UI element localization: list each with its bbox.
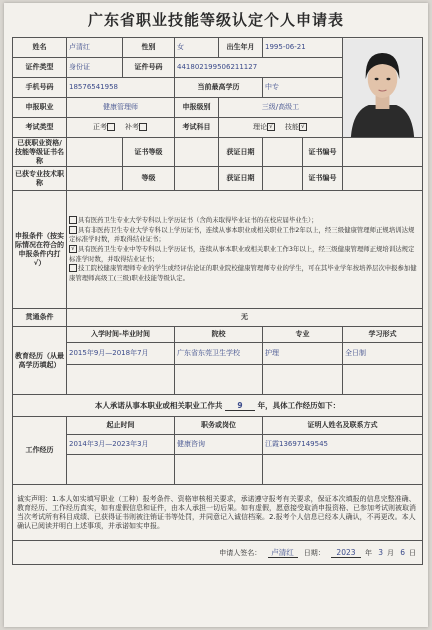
portrait-image: [343, 39, 422, 137]
subject-skill-label: 技能: [284, 123, 299, 132]
level-label: 申报级别: [175, 98, 219, 118]
title-no-value[interactable]: [343, 167, 423, 191]
condition-checkbox[interactable]: [69, 264, 77, 272]
birth-value[interactable]: 1995-06-21: [263, 38, 343, 58]
work-empty-cell[interactable]: [175, 455, 263, 485]
date-label: 日期：: [303, 548, 325, 557]
date-month-value[interactable]: 3: [378, 547, 383, 557]
edu-major-value[interactable]: 护理: [263, 343, 343, 365]
work-history-label: 工作经历: [13, 417, 67, 485]
cert-level-value[interactable]: [175, 138, 219, 167]
name-value[interactable]: 卢清红: [67, 38, 123, 58]
exam-subject-label: 考试科目: [175, 118, 219, 138]
exam-type-label: 考试类型: [13, 118, 67, 138]
cert-level-label: 证书等级: [123, 138, 175, 167]
edu-form-value[interactable]: 全日制: [343, 343, 423, 365]
cert-no-value[interactable]: [343, 138, 423, 167]
title-level-value[interactable]: [175, 167, 219, 191]
applicant-sign-label: 申请人签名：: [219, 548, 262, 557]
condition-item: 具有非医药卫生专业大学专科以上学历证书，连续从事本职业或相关职业工作2年以上，经三级健康管理师正规培训达规定标准学时数，并取得结业证书；: [69, 225, 415, 244]
conditions-label: 申报条件（按实际情况在符合的申报条件内打√）: [13, 191, 67, 309]
work-head-position: 职务或岗位: [175, 417, 263, 435]
exam-normal-checkbox[interactable]: [107, 123, 115, 131]
cert-qualification-value[interactable]: [67, 138, 123, 167]
work-head-time: 起止时间: [67, 417, 175, 435]
form-title: 广东省职业技能等级认定个人申请表: [87, 11, 344, 29]
condition-checkbox[interactable]: [69, 226, 77, 234]
cert-no-label: 证书编号: [303, 138, 343, 167]
phone-value[interactable]: 18576541958: [67, 78, 175, 98]
occupation-value[interactable]: 健康管理师: [67, 98, 175, 118]
work-time-value[interactable]: 2014年3月—2023年3月: [67, 435, 175, 455]
edu-empty-cell[interactable]: [175, 365, 263, 395]
exam-type-options: [67, 118, 175, 138]
exam-retake-label: 补考: [124, 123, 139, 132]
cert-date-label: 获证日期: [219, 138, 263, 167]
name-label: 姓名: [13, 38, 67, 58]
edu-empty-cell[interactable]: [67, 365, 175, 395]
education-value[interactable]: 中专: [263, 78, 343, 98]
exam-subject-options: [219, 118, 343, 138]
condition-checkbox[interactable]: √: [69, 245, 77, 253]
id-type-label: 证件类型: [13, 58, 67, 78]
education-label: 当前最高学历: [175, 78, 263, 98]
gender-value[interactable]: 女: [175, 38, 219, 58]
applicant-photo: [343, 39, 422, 137]
honesty-declaration: 诚实声明：1.本人如实填写职业（工种）报考条件、资格审核相关要求，承诺遵守报考有关要求，保证本次填报的信息完整准确、教育经历、工作经历真实，如有虚假信息和证件，由本人承担一切后果。如有虚假，愿意接受取消申报资格、已参加考试则被取消当次考试所有科目成绩、已获得证书则被注销证书等处罚，并同意记入诚信档案。2.报考个人信息已经本人确认，不再更改。本人确认已阅读并明白上述事项，并承诺如实申报。: [13, 485, 423, 541]
conditions-list: [67, 191, 423, 309]
work-position-value[interactable]: 健康咨询: [175, 435, 263, 455]
application-form-page: [4, 3, 428, 627]
exam-normal-label: 正考: [93, 123, 108, 132]
level-value[interactable]: 三级/高级工: [219, 98, 343, 118]
condition-checkbox[interactable]: [69, 216, 77, 224]
edu-head-time: 入学时间-毕业时间: [67, 327, 175, 343]
edu-empty-cell[interactable]: [263, 365, 343, 395]
condition-item: 技工院校健康管理师专业的学生或经评估论证的职业院校健康管理师专业的学生，可在其毕业学年按培养层次申报参加健康管理师高级工(三级)职业技能等级认定。: [69, 264, 417, 282]
work-witness-value[interactable]: 江霞13697149545: [263, 435, 423, 455]
occupation-label: 申报职业: [13, 98, 67, 118]
condition-item: √ 具有医药卫生专业中等专科以上学历证书，连续从事本职业或相关职业工作3年以上，经三级健康管理师正规培训达规定标准学时数，并取得结业证书；: [69, 244, 415, 263]
edu-time-value[interactable]: 2015年9月—2018年7月: [67, 343, 175, 365]
exam-retake-checkbox[interactable]: [139, 123, 147, 131]
edu-head-form: 学习形式: [343, 327, 423, 343]
date-day-value[interactable]: 6: [400, 547, 405, 557]
subject-skill-checkbox[interactable]: √: [299, 123, 307, 131]
id-no-label: 证件号码: [123, 58, 175, 78]
cert-date-value[interactable]: [263, 138, 303, 167]
birth-label: 出生年月: [219, 38, 263, 58]
edu-empty-cell[interactable]: [343, 365, 423, 395]
work-years-statement: 本人承诺从事本职业或相关职业工作共 9 年，具体工作经历如下：: [13, 395, 423, 417]
gender-label: 性别: [123, 38, 175, 58]
title-no-label: 证书编号: [303, 167, 343, 191]
condition-item: 具有医药卫生专业大学专科以上学历证书（含尚未取得毕业证书的在校应届毕业生）；: [69, 216, 420, 226]
through-condition-label: 贯通条件: [13, 309, 67, 327]
work-empty-cell[interactable]: [263, 455, 423, 485]
id-no-value[interactable]: 441802199506211127: [175, 58, 343, 78]
edu-head-major: 专业: [263, 327, 343, 343]
edu-school-value[interactable]: 广东省东莞卫生学校: [175, 343, 263, 365]
phone-label: 手机号码: [13, 78, 67, 98]
edu-head-school: 院校: [175, 327, 263, 343]
through-condition-value[interactable]: 无: [67, 309, 423, 327]
application-table: [12, 37, 423, 565]
title-cert-value[interactable]: [67, 167, 123, 191]
subject-theory-label: 理论: [253, 123, 268, 132]
signature-row: 申请人签名： 卢清红 日期： 2023 年 3 月 6 日: [13, 541, 423, 565]
id-type-value[interactable]: 身份证: [67, 58, 123, 78]
cert-qualification-label: 已获职业资格/技能等级证书名称: [13, 138, 67, 167]
title-cert-label: 已获专业技术职称: [13, 167, 67, 191]
title-date-value[interactable]: [263, 167, 303, 191]
work-empty-cell[interactable]: [67, 455, 175, 485]
subject-theory-checkbox[interactable]: √: [267, 123, 275, 131]
work-head-witness: 证明人姓名及联系方式: [263, 417, 423, 435]
work-years-value[interactable]: 9: [225, 401, 255, 411]
education-history-label: 教育经历（从最高学历填起）: [13, 327, 67, 395]
photo-cell: [343, 38, 423, 138]
title-date-label: 获证日期: [219, 167, 263, 191]
date-year-value[interactable]: 2023: [331, 548, 361, 558]
title-level-label: 等级: [123, 167, 175, 191]
applicant-sign-value[interactable]: 卢清红: [268, 548, 298, 558]
